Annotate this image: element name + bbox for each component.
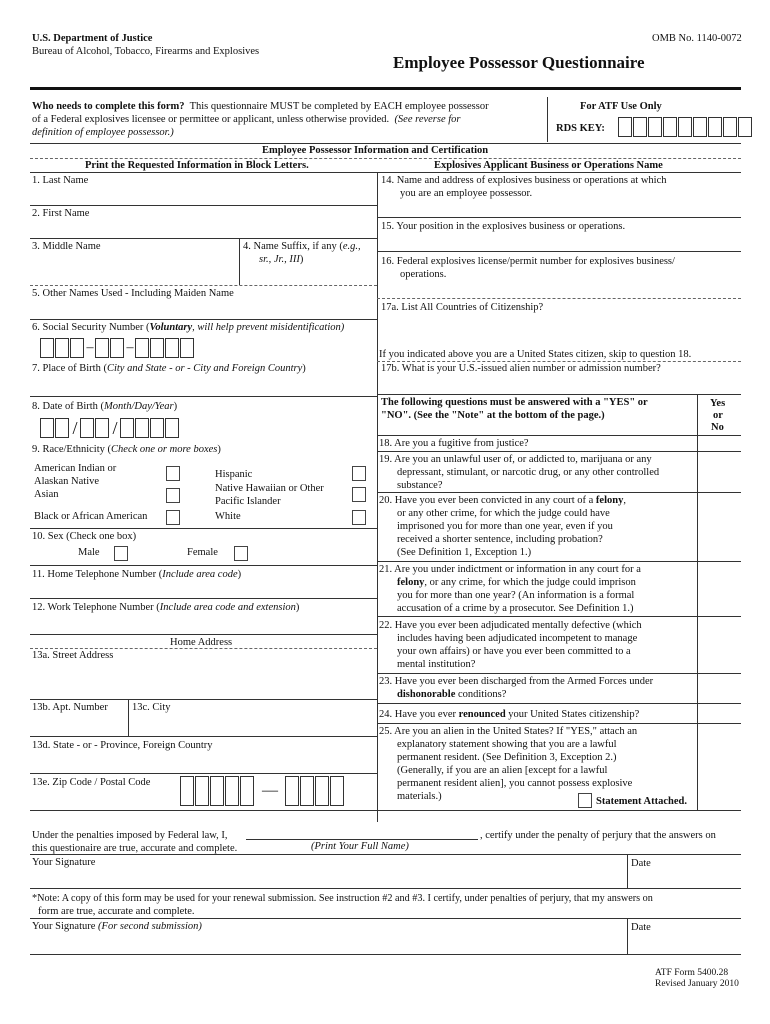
q17a-label: 17a. List All Countries of Citizenship? — [381, 302, 544, 313]
q6-label: 6. Social Security Number (Voluntary, will help prevent misidentification) — [32, 322, 345, 333]
dob-digit[interactable] — [80, 418, 94, 438]
q2-label: 2. First Name — [32, 208, 90, 219]
race-white-checkbox[interactable] — [352, 510, 366, 525]
section-title: Employee Possessor Information and Certification — [262, 145, 489, 156]
q22-label-3: your own affairs) or have you ever been committed to a — [397, 646, 631, 657]
statement-attached-label: Statement Attached. — [596, 796, 687, 807]
q25-label: 25. Are you an alien in the United States? If "YES," attach an — [379, 726, 638, 737]
q19-label-3: substance? — [397, 480, 443, 491]
ssn-digit[interactable] — [110, 338, 124, 358]
state-province-input[interactable] — [40, 755, 370, 769]
ssn-digit[interactable] — [165, 338, 179, 358]
dob-digit[interactable] — [150, 418, 164, 438]
print-name-caption: (Print Your Full Name) — [311, 841, 409, 852]
or-label: or — [713, 410, 723, 421]
alien-number-input[interactable] — [384, 378, 734, 392]
license-number-input[interactable] — [470, 281, 730, 295]
race-native-hawaiian-label: Native Hawaiian or Other — [215, 483, 324, 494]
rds-key-digit[interactable] — [648, 117, 662, 137]
q13e-label: 13e. Zip Code / Postal Code — [32, 777, 151, 788]
zip-digit[interactable] — [285, 776, 299, 806]
q18-label: 18. Are you a fugitive from justice? — [379, 438, 529, 449]
dob-slash: / — [72, 418, 78, 438]
second-signature-input[interactable] — [40, 936, 620, 950]
first-name-input[interactable] — [40, 222, 370, 236]
middle-name-input[interactable] — [40, 262, 230, 276]
q25-label-3: permanent resident. (See Definition 3, Exception 2.) — [397, 752, 617, 763]
rds-key-boxes[interactable] — [618, 117, 753, 137]
zip-code-boxes[interactable] — [180, 776, 345, 806]
q23-label: 23. Have you ever been discharged from the Armed Forces under — [379, 676, 654, 687]
dob-digit[interactable] — [135, 418, 149, 438]
q21-answer-input[interactable] — [703, 583, 737, 596]
q11-label: 11. Home Telephone Number (Include area code) — [32, 569, 242, 580]
header-rule — [30, 87, 741, 90]
apt-number-input[interactable] — [40, 717, 120, 731]
race-hispanic-label: Hispanic — [215, 469, 253, 480]
zip-digit[interactable] — [240, 776, 254, 806]
dob-digit[interactable] — [165, 418, 179, 438]
full-name-input[interactable] — [248, 826, 476, 839]
cert-line-2: this questionaire are true, accurate and complete. — [32, 843, 238, 854]
atf-use-label: For ATF Use Only — [580, 101, 662, 112]
rds-key-digit[interactable] — [708, 117, 722, 137]
dob-digit[interactable] — [95, 418, 109, 438]
no-label: No — [711, 422, 724, 433]
zip-digit[interactable] — [330, 776, 344, 806]
q16-label-2: operations. — [400, 269, 447, 280]
q25-label-5: permanent resident alien], you cannot possess explosive — [397, 778, 633, 789]
ssn-dash: – — [126, 340, 134, 355]
position-input[interactable] — [384, 236, 734, 250]
zip-dash: — — [262, 782, 278, 799]
ssn-digit[interactable] — [180, 338, 194, 358]
business-name-address-input[interactable] — [384, 201, 734, 215]
race-american-indian-label: American Indian or — [34, 463, 117, 474]
dob-digit[interactable] — [40, 418, 54, 438]
q19-label-2: depressant, stimulant, or narcotic drug, or any other controlled — [397, 467, 660, 478]
q25-label-4: (Generally, if you are an alien [except for a lawful — [397, 765, 608, 776]
race-white-label: White — [215, 511, 241, 522]
zip-digit[interactable] — [300, 776, 314, 806]
rds-key-digit[interactable] — [618, 117, 632, 137]
q20-label: 20. Have you ever been convicted in any court of a felony, — [379, 495, 626, 506]
q21-label-4: accusation of a crime by a prosecutor. See Definition 1.) — [397, 603, 634, 614]
q21-label-2: felony, or any crime, for which the judge could imprison — [397, 577, 636, 588]
place-of-birth-input[interactable] — [40, 377, 370, 391]
q17b-label: 17b. What is your U.S.-issued alien number or admission number? — [381, 363, 661, 374]
column-divider — [377, 172, 378, 822]
intro-line-2: of a Federal explosives licensee or permittee or applicant, unless otherwise provided. (See reverse for — [32, 114, 461, 125]
q22-label-2: includes having been adjudicated incompetent to manage — [397, 633, 638, 644]
dob-digit[interactable] — [55, 418, 69, 438]
signature-label: Your Signature — [32, 857, 96, 868]
q16-label: 16. Federal explosives license/permit number for explosives business/ — [381, 256, 675, 267]
agency-name: U.S. Department of Justice — [32, 33, 153, 44]
q23-label-2: dishonorable conditions? — [397, 689, 507, 700]
q20-answer-input[interactable] — [703, 520, 737, 533]
home-phone-input[interactable] — [40, 583, 370, 597]
q20-label-4: received a shorter sentence, including probation? — [397, 534, 603, 545]
renewal-note-2: form are true, accurate and complete. — [38, 906, 195, 917]
work-phone-input[interactable] — [40, 617, 370, 631]
q4-label: 4. Name Suffix, if any (e.g., — [243, 241, 361, 252]
ssn-digit[interactable] — [150, 338, 164, 358]
q10-label: 10. Sex (Check one box) — [32, 531, 137, 542]
q17-note: If you indicated above you are a United States citizen, skip to question 18. — [379, 349, 692, 360]
q25-label-6: materials.) — [397, 791, 442, 802]
yes-no-instructions-2: "NO". (See the "Note" at the bottom of the page.) — [381, 410, 605, 421]
q24-label: 24. Have you ever renounced your United States citizenship? — [379, 709, 640, 720]
rds-key-digit[interactable] — [633, 117, 647, 137]
ssn-digit[interactable] — [40, 338, 54, 358]
q23-answer-input[interactable] — [703, 682, 737, 695]
race-american-indian-checkbox[interactable] — [166, 466, 180, 481]
intro-line-1: Who needs to complete this form? This questionnaire MUST be completed by EACH employee possessor — [32, 101, 489, 112]
q1-label: 1. Last Name — [32, 175, 89, 186]
race-native-hawaiian-checkbox[interactable] — [352, 487, 366, 502]
yes-no-instructions: The following questions must be answered with a "YES" or — [381, 397, 648, 408]
q18-answer-input[interactable] — [703, 437, 737, 450]
q7-label: 7. Place of Birth (City and State - or - City and Foreign Country) — [32, 363, 306, 374]
rds-key-label: RDS KEY: — [556, 123, 605, 134]
right-column-header: Explosives Applicant Business or Operations Name — [434, 160, 663, 171]
yes-label: Yes — [710, 398, 726, 409]
q25-label-2: explanatory statement showing that you are a lawful — [397, 739, 617, 750]
street-address-input[interactable] — [40, 670, 370, 684]
q20-label-3: imprisoned you for more than one year, even if you — [397, 521, 613, 532]
renewal-note: *Note: A copy of this form may be used for your renewal submission. See instruction #2 and #3. I certify, under penalties of perjury, that my answers on — [32, 893, 653, 904]
q21-label-3: you for more than one year? (An information is a formal — [397, 590, 635, 601]
q13d-label: 13d. State - or - Province, Foreign Country — [32, 740, 213, 751]
q3-label: 3. Middle Name — [32, 241, 101, 252]
zip-digit[interactable] — [225, 776, 239, 806]
zip-digit[interactable] — [315, 776, 329, 806]
revision-date: Revised January 2010 — [655, 979, 739, 989]
omb-number: OMB No. 1140-0072 — [652, 33, 742, 44]
q19-answer-input[interactable] — [703, 466, 737, 479]
yes-no-column-divider — [697, 394, 698, 810]
second-date-input[interactable] — [634, 936, 734, 950]
date-input[interactable] — [634, 872, 734, 886]
last-name-input[interactable] — [40, 189, 370, 203]
q5-label: 5. Other Names Used - Including Maiden Name — [32, 288, 234, 299]
ssn-digit[interactable] — [70, 338, 84, 358]
q13a-label: 13a. Street Address — [32, 650, 114, 661]
q21-label: 21. Are you under indictment or information in any court for a — [379, 564, 641, 575]
race-hispanic-checkbox[interactable] — [352, 466, 366, 481]
name-suffix-input[interactable] — [262, 268, 372, 282]
rds-key-digit[interactable] — [693, 117, 707, 137]
q22-label: 22. Have you ever been adjudicated mentally defective (which — [379, 620, 642, 631]
dob-digit[interactable] — [120, 418, 134, 438]
cert-line-1b: , certify under the penalty of perjury that the answers on — [480, 830, 716, 841]
form-number: ATF Form 5400.28 — [655, 968, 729, 978]
sex-female-label: Female — [187, 547, 218, 558]
second-signature-label: Your Signature (For second submission) — [32, 921, 202, 932]
home-address-heading: Home Address — [170, 637, 233, 648]
q24-answer-input[interactable] — [703, 708, 737, 721]
q13c-label: 13c. City — [132, 702, 171, 713]
sex-female-checkbox[interactable] — [234, 546, 248, 561]
q14-label: 14. Name and address of explosives business or operations at which — [381, 175, 667, 186]
sex-male-checkbox[interactable] — [114, 546, 128, 561]
q20-label-2: or any other crime, for which the judge could have — [397, 508, 610, 519]
q4-label-2: sr., Jr., III) — [259, 254, 304, 265]
dob-slash: / — [112, 418, 118, 438]
q13b-label: 13b. Apt. Number — [32, 702, 108, 713]
second-date-label: Date — [631, 922, 651, 933]
sex-male-label: Male — [78, 547, 100, 558]
q9-label: 9. Race/Ethnicity (Check one or more boxes) — [32, 444, 221, 455]
ssn-dash: – — [86, 340, 94, 355]
rds-key-digit[interactable] — [738, 117, 752, 137]
race-asian-label: Asian — [34, 489, 59, 500]
citizenship-countries-input[interactable] — [384, 318, 734, 332]
form-title: Employee Possessor Questionnaire — [393, 53, 645, 72]
race-native-hawaiian-label-2: Pacific Islander — [215, 496, 281, 507]
dob-boxes[interactable] — [40, 418, 180, 438]
q22-answer-input[interactable] — [703, 639, 737, 652]
q8-label: 8. Date of Birth (Month/Day/Year) — [32, 401, 178, 412]
cert-line-1a: Under the penalties imposed by Federal law, I, — [32, 830, 228, 841]
q20-label-5: (See Definition 1, Exception 1.) — [397, 547, 532, 558]
rds-key-digit[interactable] — [663, 117, 677, 137]
statement-attached-checkbox[interactable] — [578, 793, 592, 808]
city-input[interactable] — [140, 717, 370, 731]
rds-key-digit[interactable] — [723, 117, 737, 137]
zip-digit[interactable] — [195, 776, 209, 806]
date-label: Date — [631, 858, 651, 869]
q25-answer-input[interactable] — [703, 758, 737, 771]
signature-input[interactable] — [40, 872, 620, 886]
rds-key-digit[interactable] — [678, 117, 692, 137]
ssn-digit[interactable] — [135, 338, 149, 358]
zip-digit[interactable] — [210, 776, 224, 806]
left-column-header: Print the Requested Information in Block Letters. — [85, 160, 309, 171]
race-black-label: Black or African American — [34, 511, 148, 522]
ssn-digit[interactable] — [55, 338, 69, 358]
intro-line-3: definition of employee possessor.) — [32, 127, 174, 138]
ssn-boxes[interactable] — [40, 338, 195, 358]
race-black-checkbox[interactable] — [166, 510, 180, 525]
q22-label-4: mental institution? — [397, 659, 476, 670]
race-american-indian-label-2: Alaskan Native — [34, 476, 100, 487]
bureau-name: Bureau of Alcohol, Tobacco, Firearms and Explosives — [32, 46, 260, 57]
ssn-digit[interactable] — [95, 338, 109, 358]
other-names-input[interactable] — [40, 302, 370, 316]
zip-digit[interactable] — [180, 776, 194, 806]
q12-label: 12. Work Telephone Number (Include area code and extension) — [32, 602, 300, 613]
q19-label: 19. Are you an unlawful user of, or addicted to, marijuana or any — [379, 454, 652, 465]
q14-label-2: you are an employee possessor. — [400, 188, 533, 199]
race-asian-checkbox[interactable] — [166, 488, 180, 503]
q15-label: 15. Your position in the explosives business or operations. — [381, 221, 626, 232]
